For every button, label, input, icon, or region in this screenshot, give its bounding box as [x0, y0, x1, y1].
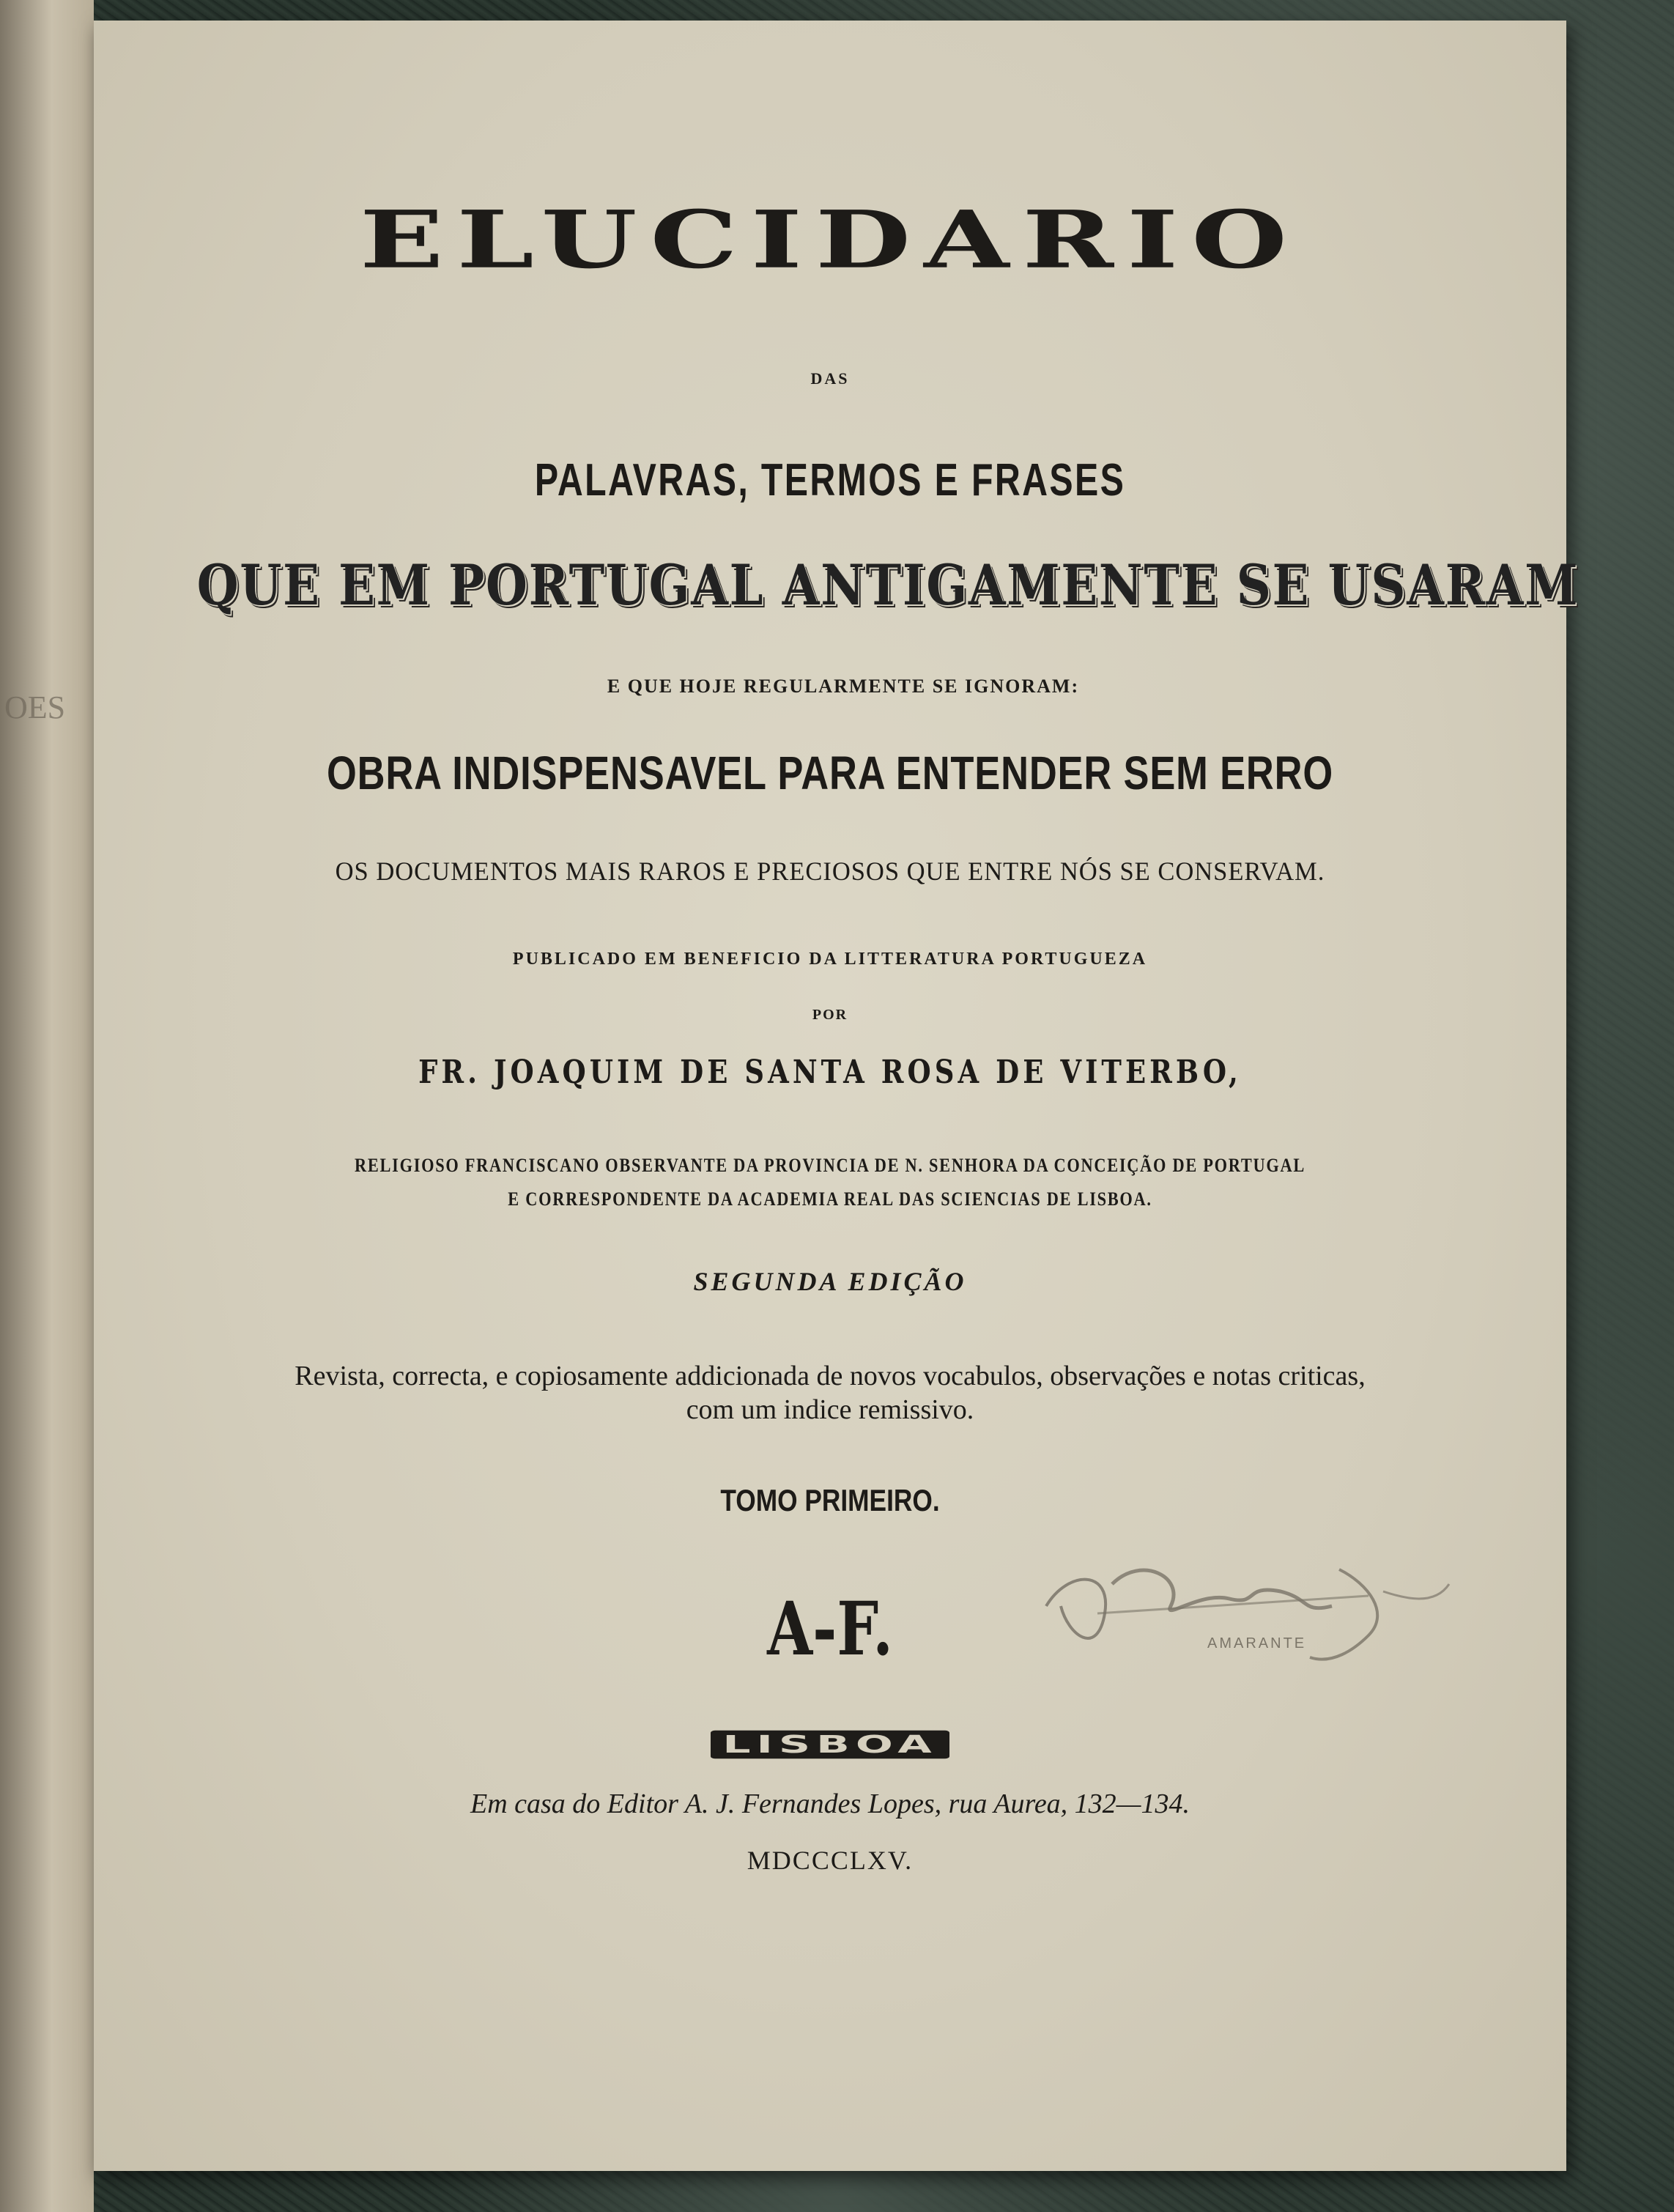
title-page — [94, 21, 1579, 2171]
publication-city — [94, 1719, 1566, 1770]
publisher-line: Em casa do Editor A. J. Fernandes Lopes, rua Aurea, 132—134. — [470, 1789, 1190, 1819]
published-line: PUBLICADO EM BENEFICIO DA LITTERATURA PORTUGUEZA — [512, 950, 1148, 969]
revision-note-2: com um indice remissivo. — [686, 1394, 974, 1425]
work-description: OBRA INDISPENSAVEL PARA ENTENDER SEM ERRO — [327, 747, 1333, 799]
author-description-2: E CORRESPONDENTE DA ACADEMIA REAL DAS SCIENCIAS DE LISBOA. — [508, 1188, 1152, 1210]
subtitle-line-3: E QUE HOJE REGULARMENTE SE IGNORAM: — [607, 676, 1080, 697]
by-line: POR — [812, 1007, 848, 1023]
title-connector: DAS — [810, 369, 850, 388]
revision-note-1: Revista, correcta, e copiosamente addicionada de novos vocabulos, observações e notas criticas, — [295, 1361, 1366, 1391]
previous-page-mark: OES — [4, 689, 66, 725]
documents-line: OS DOCUMENTOS MAIS RAROS E PRECIOSOS QUE ENTRE NÓS SE CONSERVAM. — [335, 857, 1325, 886]
publication-year: MDCCCLXV. — [747, 1846, 914, 1875]
publication-city-text: LISBOA — [711, 1731, 949, 1759]
owner-stamp — [1024, 1525, 1456, 1672]
volume-label: TOMO PRIMEIRO. — [720, 1483, 940, 1517]
author-description-1: RELIGIOSO FRANCISCANO OBSERVANTE DA PROVINCIA DE N. SENHORA DA CONCEIÇÃO DE PORTUGAL — [355, 1155, 1306, 1176]
previous-page-edge — [0, 0, 94, 2212]
subtitle-line-2: QUE EM PORTUGAL ANTIGAMENTE SE USARAM — [196, 552, 1579, 618]
volume-range: A-F. — [767, 1586, 893, 1672]
author-name: FR. JOAQUIM DE SANTA ROSA DE VITERBO, — [418, 1054, 1242, 1091]
edition-label: SEGUNDA EDIÇÃO — [693, 1267, 967, 1296]
book-title: ELUCIDARIO — [360, 193, 1300, 286]
stamp-label: AMARANTE — [1207, 1635, 1307, 1651]
subtitle-line-1: PALAVRAS, TERMOS E FRASES — [534, 455, 1126, 506]
